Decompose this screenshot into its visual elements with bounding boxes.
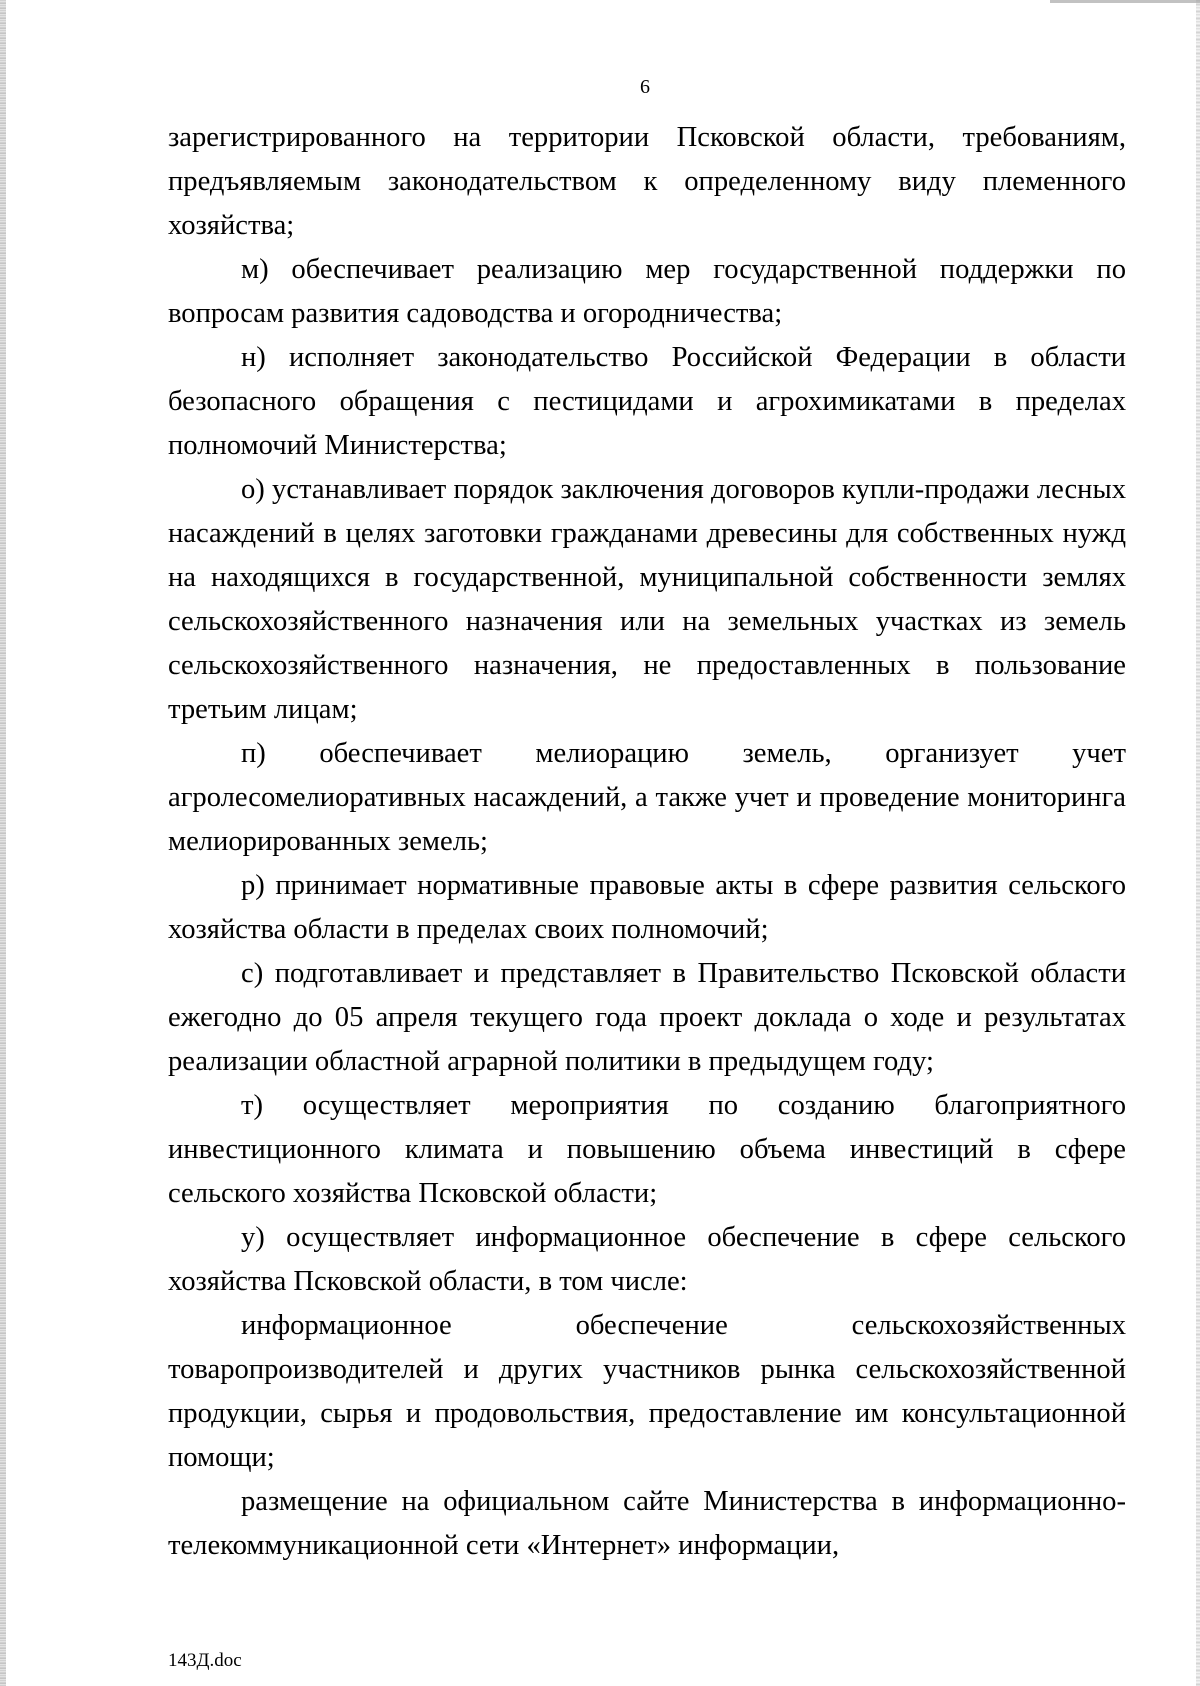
page-number: 6 [640, 76, 650, 98]
paragraph-continuation: зарегистрированного на территории Псковской области, требованиям, предъявляемым законодательством к определенному виду племенного хозяйства; [168, 122, 1126, 241]
paragraph-item-u: у) осуществляет информационное обеспечение в сфере сельского хозяйства Псковской области, в том числе: [168, 1222, 1126, 1297]
paragraph-subitem-website: размещение на официальном сайте Министерства в информационно-телекоммуникационной сети «Интернет» информации, [168, 1486, 1126, 1561]
paragraph-item-m: м) обеспечивает реализацию мер государственной поддержки по вопросам развития садоводства и огородничества; [168, 254, 1126, 329]
footer-filename: 143Д.doc [168, 1650, 242, 1671]
paragraph-item-o: о) устанавливает порядок заключения договоров купли-продажи лесных насаждений в целях заготовки гражданами древесины для собственных нужд на находящихся в государственной, муниципальной собственности землях сельскохозяйственного назначения или на земельных участках из земель сельскохозяйственного назначения, не предоставленных в пользование третьим лицам; [168, 474, 1126, 725]
paragraph-item-p: п) обеспечивает мелиорацию земель, организует учет агролесомелиоративных насаждений, а также учет и проведение мониторинга мелиорированных земель; [168, 738, 1126, 857]
paragraph-item-n: н) исполняет законодательство Российской Федерации в области безопасного обращения с пестицидами и агрохимикатами в пределах полномочий Министерства; [168, 342, 1126, 461]
scan-edge-top [1050, 0, 1200, 3]
document-body [168, 116, 1126, 1568]
paragraph-item-r: р) принимает нормативные правовые акты в сфере развития сельского хозяйства области в пределах своих полномочий; [168, 870, 1126, 945]
scan-edge-right [1196, 0, 1200, 1686]
paragraph-item-t: т) осуществляет мероприятия по созданию благоприятного инвестиционного климата и повышению объема инвестиций в сфере сельского хозяйства Псковской области; [168, 1090, 1126, 1209]
paragraph-subitem-consulting: информационное обеспечение сельскохозяйственных товаропроизводителей и других участников рынка сельскохозяйственной продукции, сырья и продовольствия, предоставление им консультационной помощи; [168, 1310, 1126, 1473]
scan-edge-left [0, 0, 6, 1686]
paragraph-item-s: с) подготавливает и представляет в Правительство Псковской области ежегодно до 05 апреля текущего года проект доклада о ходе и результатах реализации областной аграрной политики в предыдущем году; [168, 958, 1126, 1077]
